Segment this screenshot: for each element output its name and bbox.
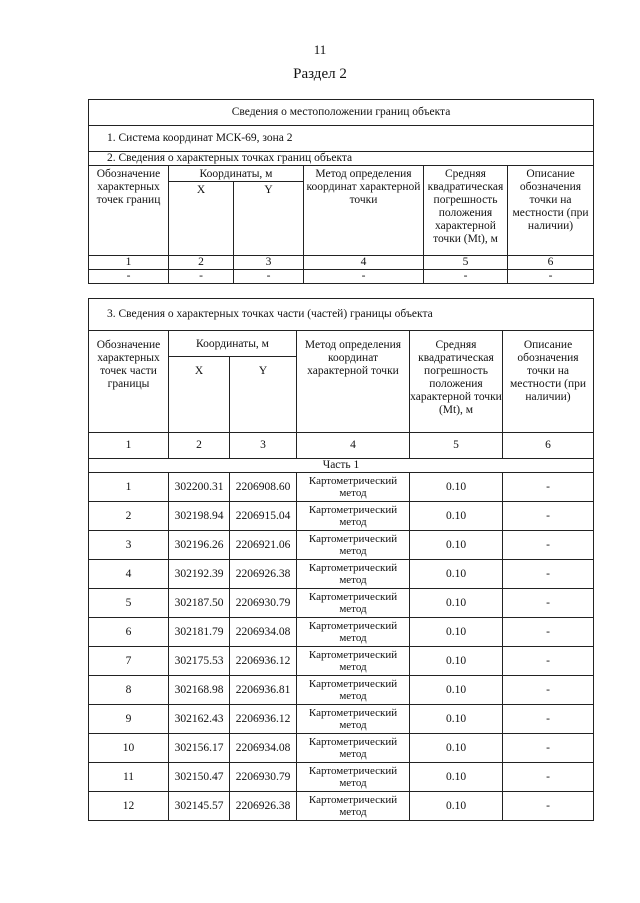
error-cell: 0.10: [410, 473, 503, 502]
y-coordinate-cell: 2206936.12: [230, 705, 297, 734]
description-cell: -: [503, 792, 594, 821]
method-cell: Картометрический метод: [297, 618, 410, 647]
error-cell: 0.10: [410, 647, 503, 676]
x-coordinate-cell: 302168.98: [169, 676, 230, 705]
point-id-cell: 10: [89, 734, 169, 763]
table2-header-method: Метод определения координат характерной точки: [297, 331, 410, 433]
table-row: [89, 792, 594, 821]
method-cell: Картометрический метод: [297, 473, 410, 502]
method-cell: Картометрический метод: [297, 734, 410, 763]
error-cell: 0.10: [410, 792, 503, 821]
error-cell: 0.10: [410, 618, 503, 647]
description-cell: -: [503, 560, 594, 589]
x-coordinate-cell: 302187.50: [169, 589, 230, 618]
table1-dash-cell: -: [234, 270, 304, 284]
table2-header-designation: Обозначение характерных точек части границы: [89, 331, 169, 433]
table2-header-error: Средняя квадратическая погрешность положения характерной точки (Mt), м: [410, 331, 503, 433]
x-coordinate-cell: 302145.57: [169, 792, 230, 821]
error-cell: 0.10: [410, 676, 503, 705]
table1-header-designation: Обозначение характерных точек границ: [89, 166, 169, 256]
table2-col-number: 2: [169, 433, 230, 459]
point-id-cell: 8: [89, 676, 169, 705]
description-cell: -: [503, 589, 594, 618]
table-row: [89, 618, 594, 647]
y-coordinate-cell: 2206926.38: [230, 560, 297, 589]
table-row: [89, 560, 594, 589]
y-coordinate-cell: 2206936.12: [230, 647, 297, 676]
method-cell: Картометрический метод: [297, 531, 410, 560]
table2-title: 3. Сведения о характерных точках части (частей) границы объекта: [89, 299, 594, 331]
table2-header-coords: Координаты, м: [169, 331, 297, 357]
y-coordinate-cell: 2206921.06: [230, 531, 297, 560]
method-cell: Картометрический метод: [297, 560, 410, 589]
method-cell: Картометрический метод: [297, 502, 410, 531]
part-boundaries-table: [88, 298, 594, 821]
point-id-cell: 12: [89, 792, 169, 821]
table1-dash-cell: -: [508, 270, 594, 284]
table1-col-number: 5: [424, 256, 508, 270]
table-row: [89, 473, 594, 502]
y-coordinate-cell: 2206930.79: [230, 589, 297, 618]
y-coordinate-cell: 2206934.08: [230, 734, 297, 763]
table2-number-row: [89, 433, 594, 459]
x-coordinate-cell: 302196.26: [169, 531, 230, 560]
error-cell: 0.10: [410, 502, 503, 531]
table-row: [89, 676, 594, 705]
point-id-cell: 9: [89, 705, 169, 734]
error-cell: 0.10: [410, 531, 503, 560]
description-cell: -: [503, 734, 594, 763]
table1-col-number: 4: [304, 256, 424, 270]
description-cell: -: [503, 531, 594, 560]
table-row: [89, 531, 594, 560]
point-id-cell: 4: [89, 560, 169, 589]
page-number: 11: [313, 42, 327, 57]
table1-header-method: Метод определения координат характерной точки: [304, 166, 424, 256]
description-cell: -: [503, 705, 594, 734]
x-coordinate-cell: 302181.79: [169, 618, 230, 647]
point-id-cell: 3: [89, 531, 169, 560]
x-coordinate-cell: 302162.43: [169, 705, 230, 734]
x-coordinate-cell: 302198.94: [169, 502, 230, 531]
x-coordinate-cell: 302192.39: [169, 560, 230, 589]
table1-empty-row: [89, 270, 594, 284]
point-id-cell: 7: [89, 647, 169, 676]
table1-dash-cell: -: [169, 270, 234, 284]
method-cell: Картометрический метод: [297, 647, 410, 676]
point-id-cell: 11: [89, 763, 169, 792]
coordinate-rows: [89, 473, 594, 821]
table-row: [89, 502, 594, 531]
description-cell: -: [503, 618, 594, 647]
method-cell: Картометрический метод: [297, 589, 410, 618]
method-cell: Картометрический метод: [297, 705, 410, 734]
table2-col-number: 5: [410, 433, 503, 459]
method-cell: Картометрический метод: [297, 676, 410, 705]
table-row: [89, 734, 594, 763]
table1-dash-cell: -: [89, 270, 169, 284]
table1-dash-cell: -: [304, 270, 424, 284]
y-coordinate-cell: 2206908.60: [230, 473, 297, 502]
point-id-cell: 2: [89, 502, 169, 531]
table1-coordinate-system: 1. Система координат МСК-69, зона 2: [89, 126, 594, 152]
boundaries-table: [88, 99, 594, 284]
y-coordinate-cell: 2206936.81: [230, 676, 297, 705]
table1-header-description: Описание обозначения точки на местности (при наличии): [508, 166, 594, 256]
table-row: [89, 589, 594, 618]
table-row: [89, 763, 594, 792]
x-coordinate-cell: 302175.53: [169, 647, 230, 676]
table2-col-number: 3: [230, 433, 297, 459]
table1-dash-cell: -: [424, 270, 508, 284]
table1-header-x: X: [169, 182, 234, 256]
table2-header-description: Описание обозначения точки на местности (при наличии): [503, 331, 594, 433]
table1-col-number: 3: [234, 256, 304, 270]
table-row: [89, 647, 594, 676]
table2-header-x: X: [169, 357, 230, 433]
table-row: [89, 705, 594, 734]
table1-number-row: [89, 256, 594, 270]
table1-points-heading: 2. Сведения о характерных точках границ объекта: [89, 152, 594, 166]
method-cell: Картометрический метод: [297, 763, 410, 792]
description-cell: -: [503, 676, 594, 705]
table2-header-y: Y: [230, 357, 297, 433]
table1-header-y: Y: [234, 182, 304, 256]
error-cell: 0.10: [410, 705, 503, 734]
part-label: Часть 1: [89, 459, 594, 473]
table1-col-number: 1: [89, 256, 169, 270]
error-cell: 0.10: [410, 560, 503, 589]
y-coordinate-cell: 2206930.79: [230, 763, 297, 792]
y-coordinate-cell: 2206926.38: [230, 792, 297, 821]
error-cell: 0.10: [410, 734, 503, 763]
table2-col-number: 6: [503, 433, 594, 459]
table1-col-number: 2: [169, 256, 234, 270]
table1-header-error: Средняя квадратическая погрешность положения характерной точки (Mt), м: [424, 166, 508, 256]
description-cell: -: [503, 502, 594, 531]
point-id-cell: 6: [89, 618, 169, 647]
table2-col-number: 1: [89, 433, 169, 459]
y-coordinate-cell: 2206915.04: [230, 502, 297, 531]
description-cell: -: [503, 763, 594, 792]
x-coordinate-cell: 302150.47: [169, 763, 230, 792]
table2-col-number: 4: [297, 433, 410, 459]
description-cell: -: [503, 473, 594, 502]
error-cell: 0.10: [410, 589, 503, 618]
point-id-cell: 5: [89, 589, 169, 618]
x-coordinate-cell: 302200.31: [169, 473, 230, 502]
section-title: Раздел 2: [293, 66, 347, 82]
y-coordinate-cell: 2206934.08: [230, 618, 297, 647]
table1-header-coords: Координаты, м: [169, 166, 304, 182]
point-id-cell: 1: [89, 473, 169, 502]
table1-col-number: 6: [508, 256, 594, 270]
table1-title: Сведения о местоположении границ объекта: [89, 100, 594, 126]
description-cell: -: [503, 647, 594, 676]
x-coordinate-cell: 302156.17: [169, 734, 230, 763]
error-cell: 0.10: [410, 763, 503, 792]
method-cell: Картометрический метод: [297, 792, 410, 821]
